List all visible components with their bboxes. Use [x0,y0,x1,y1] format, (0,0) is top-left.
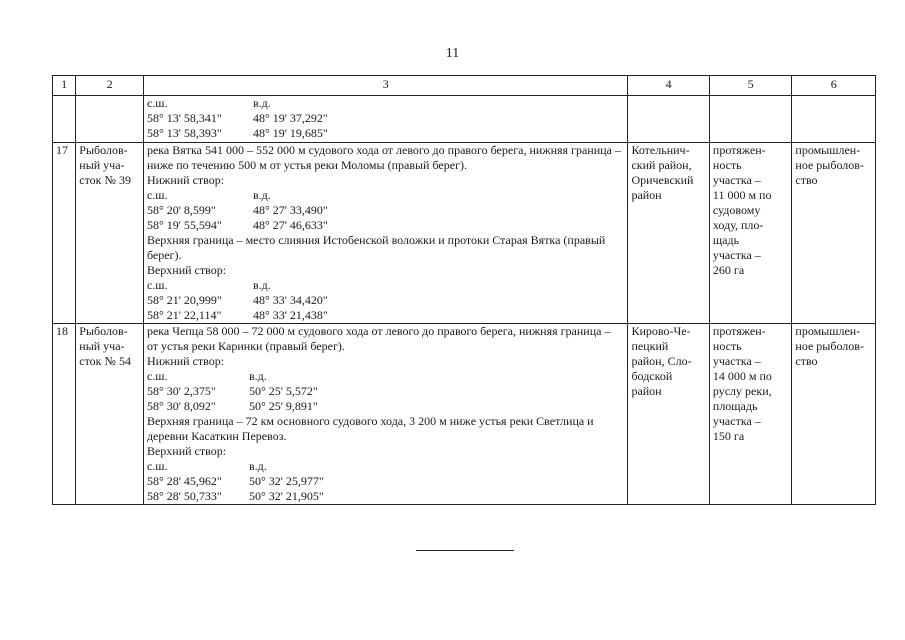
column-header: 1 [53,76,76,96]
lat-value: 58° 28' 45,962" [146,474,222,488]
coords-row [147,218,624,233]
table-row [53,143,876,324]
lat-label: с.ш. [146,369,168,383]
upper-section-label: Верхний створ: [146,444,227,458]
coords-row [147,126,624,141]
lon-label: в.д. [252,278,271,292]
lon-value: 48° 19' 19,685" [252,126,328,140]
column-header: 6 [792,76,876,96]
lower-boundary-text: река Вятка 541 000 – 552 000 м судового хода от левого до правого берега, нижняя граница – ниже по течению 500 м от устья реки Моломы (правый берег). [146,143,621,172]
cell-size: протяжен- ность участка – 11 000 м по судовому ходу, пло- щадь участка – 260 га [709,143,792,324]
fishing-areas-table [52,75,876,505]
upper-boundary-text: Верхняя граница – 72 км основного судового хода, 3 200 м ниже устья реки Светлица и деревни Касаткин Перевоз. [146,414,594,443]
lat-value: 58° 13' 58,341" [146,111,222,125]
cell-num [53,96,76,143]
coords-row [147,399,624,414]
coords-row [147,203,624,218]
column-header: 2 [76,76,144,96]
lat-value: 58° 19' 55,594" [146,218,222,232]
cell-name [76,96,144,143]
lat-value: 58° 21' 22,114" [146,308,222,322]
lat-value: 58° 30' 2,375" [146,384,216,398]
lat-value: 58° 21' 20,999" [146,293,222,307]
lon-value: 50° 25' 5,572" [248,384,318,398]
cell-num: 17 [53,143,76,324]
coords-row [147,474,624,489]
table-row-continuation [53,96,876,143]
lat-value: 58° 28' 50,733" [146,489,222,503]
cell-num: 18 [53,324,76,505]
cell-district: Котельнич- ский район, Оричевский район [628,143,709,324]
lower-boundary-text: река Чепца 58 000 – 72 000 м судового хода от левого до правого берега, нижняя граница – от устья реки Каринки (правый берег). [146,324,611,353]
lon-label: в.д. [252,96,271,110]
lon-value: 48° 27' 33,490" [252,203,328,217]
upper-boundary-text: Верхняя граница – место слияния Истобенской воложки и протоки Старая Вятка (правый берег). [146,233,606,262]
coords-row [147,384,624,399]
coords-row [147,308,624,323]
column-header: 4 [628,76,709,96]
lat-label: с.ш. [146,459,168,473]
lon-label: в.д. [252,188,271,202]
lower-section-label: Нижний створ: [146,354,225,368]
cell-name: Рыболов- ный уча- сток № 54 [76,324,144,505]
cell-description [143,143,627,324]
lon-value: 48° 33' 34,420" [252,293,328,307]
lon-value: 50° 32' 25,977" [248,474,324,488]
cell-description [143,96,627,143]
lon-label: в.д. [248,369,267,383]
lon-value: 50° 32' 21,905" [248,489,324,503]
lon-value: 48° 27' 46,633" [252,218,328,232]
lat-label: с.ш. [146,278,168,292]
cell-size [709,96,792,143]
coords-row [147,111,624,126]
page-number: 11 [445,46,460,61]
lat-label: с.ш. [146,96,168,110]
lon-value: 48° 19' 37,292" [252,111,328,125]
lat-label: с.ш. [146,188,168,202]
table-header-row [53,76,876,96]
lon-value: 50° 25' 9,891" [248,399,318,413]
cell-type: промышлен- ное рыболов- ство [792,324,876,505]
coords-row [147,489,624,504]
coords-header [147,369,624,384]
cell-name: Рыболов- ный уча- сток № 39 [76,143,144,324]
cell-size: протяжен- ность участка – 14 000 м по руслу реки, площадь участка – 150 га [709,324,792,505]
column-header: 3 [143,76,627,96]
coords-header [147,278,624,293]
column-header: 5 [709,76,792,96]
cell-district: Кирово-Че- пецкий район, Сло- бодской район [628,324,709,505]
lon-label: в.д. [248,459,267,473]
lower-section-label: Нижний створ: [146,173,225,187]
coords-header [147,459,624,474]
upper-section-label: Верхний створ: [146,263,227,277]
coords-header [147,188,624,203]
lat-value: 58° 30' 8,092" [146,399,216,413]
lat-value: 58° 20' 8,599" [146,203,216,217]
cell-type: промышлен- ное рыболов- ство [792,143,876,324]
lon-value: 48° 33' 21,438" [252,308,328,322]
cell-description [143,324,627,505]
cell-district [628,96,709,143]
footer-divider [416,550,514,551]
lat-value: 58° 13' 58,393" [146,126,222,140]
cell-type [792,96,876,143]
table-row [53,324,876,505]
coords-header [147,96,624,111]
coords-row [147,293,624,308]
